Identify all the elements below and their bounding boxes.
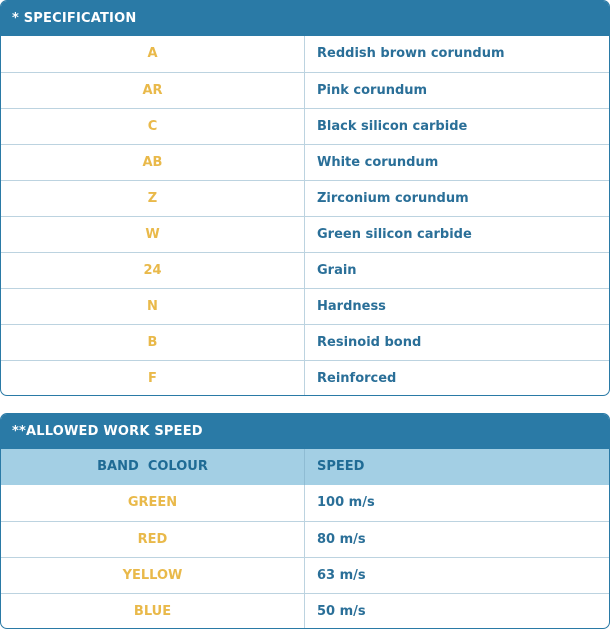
spec-description: Pink corundum <box>317 83 428 98</box>
spec-code: W <box>1 217 305 252</box>
band-colour: YELLOW <box>1 558 305 593</box>
spec-code: 24 <box>1 253 305 288</box>
table-row <box>1 108 609 144</box>
spec-code: A <box>1 36 305 72</box>
table-row <box>1 252 609 288</box>
spec-description: Black silicon carbide <box>317 119 468 134</box>
column-header-band-colour: BAND COLOUR <box>1 449 305 485</box>
work-speed-table <box>0 413 610 629</box>
speed-value: 80 m/s <box>317 532 366 547</box>
band-colour: BLUE <box>1 594 305 629</box>
table-row <box>1 521 609 557</box>
spec-code: AB <box>1 145 305 180</box>
table-row <box>1 360 609 396</box>
table-row <box>1 593 609 629</box>
table-row <box>1 144 609 180</box>
table-row <box>1 36 609 72</box>
spec-description: Zirconium corundum <box>317 191 469 206</box>
work-speed-title: **ALLOWED WORK SPEED <box>1 414 609 449</box>
spec-description: White corundum <box>317 155 439 170</box>
spec-code: AR <box>1 73 305 108</box>
table-row <box>1 72 609 108</box>
table-row <box>1 216 609 252</box>
spec-code: F <box>1 361 305 396</box>
band-colour: RED <box>1 522 305 557</box>
spec-description: Resinoid bond <box>317 335 422 350</box>
column-header-speed: SPEED <box>317 459 365 474</box>
speed-value: 63 m/s <box>317 568 366 583</box>
spec-code: N <box>1 289 305 324</box>
speed-value: 50 m/s <box>317 604 366 619</box>
spec-code: B <box>1 325 305 360</box>
speed-value: 100 m/s <box>317 495 375 510</box>
spec-description: Reinforced <box>317 371 397 386</box>
table-row <box>1 288 609 324</box>
spec-code: Z <box>1 181 305 216</box>
spec-description: Hardness <box>317 299 386 314</box>
table-row <box>1 180 609 216</box>
table-header-row <box>1 449 609 485</box>
specification-title: * SPECIFICATION <box>1 1 609 36</box>
spec-code: C <box>1 109 305 144</box>
table-row <box>1 324 609 360</box>
band-colour: GREEN <box>1 485 305 521</box>
spec-description: Reddish brown corundum <box>317 46 505 61</box>
spec-description: Grain <box>317 263 357 278</box>
table-row <box>1 557 609 593</box>
spec-description: Green silicon carbide <box>317 227 472 242</box>
table-row <box>1 485 609 521</box>
